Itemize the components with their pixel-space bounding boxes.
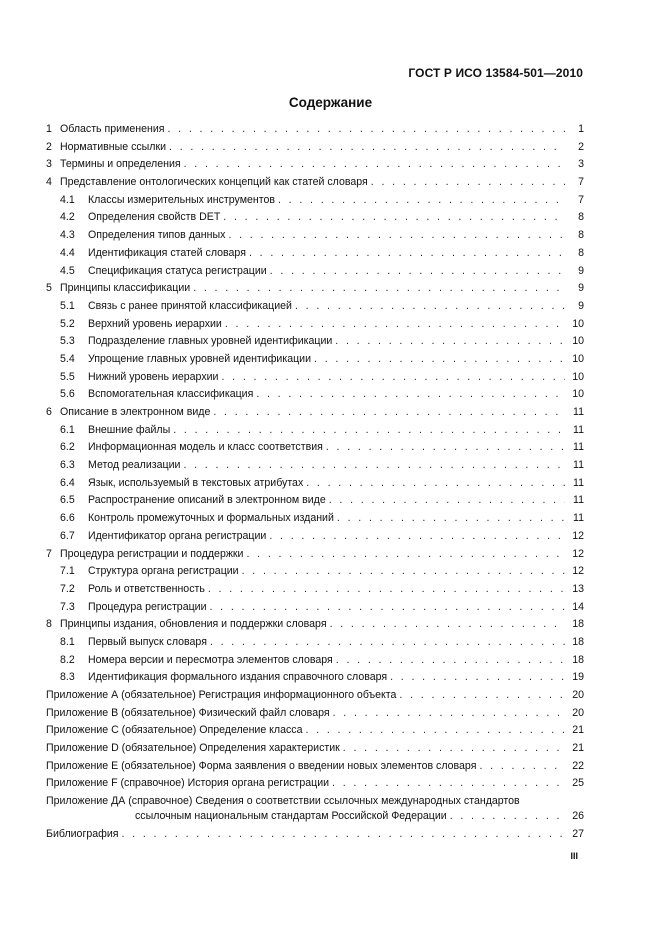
toc-appendix-title: Приложение Е (обязательное) Форма заявления о введении новых элементов словаря [46, 759, 477, 772]
leader-dots [167, 123, 565, 136]
toc-entry-number: 8.2 [60, 653, 75, 666]
leader-dots [213, 406, 565, 419]
toc-entry-title: Структура органа регистрации [88, 565, 239, 578]
toc-entry[interactable] [46, 247, 584, 265]
toc-page-number: 22 [572, 759, 584, 772]
toc-appendix[interactable] [46, 742, 584, 760]
toc-entry-title: Нижний уровень иерархии [88, 370, 219, 383]
toc-page-number: 25 [572, 777, 584, 790]
toc-appendix-title: Приложение С (обязательное) Определение класса [46, 724, 303, 737]
toc-entry-title: Внешние файлы [88, 423, 171, 436]
leader-dots [336, 654, 565, 667]
toc-entry[interactable] [46, 618, 584, 636]
leader-dots [333, 707, 565, 720]
toc-page-number: 7 [578, 193, 584, 206]
leader-dots [329, 494, 565, 507]
toc-entry-number: 8.1 [60, 635, 75, 648]
toc-entry[interactable] [46, 654, 584, 672]
toc-entry[interactable] [46, 424, 584, 442]
toc-entry-number: 6.4 [60, 476, 75, 489]
leader-dots [256, 388, 565, 401]
toc-entry-title: Термины и определения [60, 158, 181, 171]
leader-dots [270, 265, 565, 278]
toc-appendix-title: Приложение А (обязательное) Регистрация информационного объекта [46, 689, 397, 701]
toc-appendix-da-line2: ссылочным национальным стандартам Российской Федерации [135, 810, 447, 823]
toc-entry[interactable] [46, 300, 584, 318]
toc-entry[interactable] [46, 406, 584, 424]
leader-dots [184, 158, 565, 171]
toc-entry-title: Идентификация статей словаря [88, 246, 246, 259]
toc-page-number: 18 [572, 653, 584, 666]
leader-dots [221, 371, 565, 384]
toc-entry[interactable] [46, 211, 584, 229]
toc-appendix-da-line1: Приложение ДА (справочное) Сведения о соответствии ссылочных международных стандартов [46, 795, 520, 808]
toc-appendix-da[interactable] [46, 795, 584, 810]
toc-appendix[interactable] [46, 760, 584, 778]
leader-dots [242, 565, 565, 578]
leader-dots [173, 424, 565, 437]
toc-entry-number: 6 [46, 406, 52, 418]
standard-designation: ГОСТ Р ИСО 13584-501—2010 [408, 66, 583, 80]
leader-dots [249, 247, 565, 260]
page-number: III [570, 851, 578, 861]
toc-page-number: 21 [572, 724, 584, 737]
leader-dots [295, 300, 565, 313]
toc-page-number: 11 [573, 423, 584, 436]
leader-dots [326, 441, 565, 454]
toc-entry-number: 6.1 [60, 423, 75, 436]
toc-page-number: 12 [572, 565, 584, 578]
toc-page-number: 2 [578, 140, 584, 153]
toc-entry[interactable] [46, 265, 584, 283]
toc-entry-title: Номера версии и пересмотра элементов словаря [88, 653, 333, 666]
toc-page-number: 26 [572, 810, 584, 823]
toc-page-number: 9 [578, 299, 584, 312]
toc-entry-title: Описание в электронном виде [60, 406, 211, 418]
toc-page-number: 21 [572, 742, 584, 755]
toc-page-number: 10 [572, 388, 584, 401]
toc-entry-title: Процедура регистрации [88, 600, 207, 613]
toc-bibliography-title: Библиография [46, 827, 119, 840]
toc-entry-title: Связь с ранее принятой классификацией [88, 299, 292, 312]
leader-dots [330, 618, 565, 631]
toc-page-number: 12 [572, 529, 584, 542]
toc-entry[interactable] [46, 229, 584, 247]
toc-entry[interactable] [46, 636, 584, 654]
toc-entry-title: Процедура регистрации и поддержки [60, 547, 244, 560]
toc-page-number: 11 [573, 494, 584, 507]
toc-entry-number: 5.5 [60, 370, 75, 383]
toc-page-number: 12 [572, 547, 584, 560]
toc-entry-number: 8.3 [60, 671, 75, 684]
toc-appendix[interactable] [46, 724, 584, 742]
toc-entry-title: Нормативные ссылки [60, 140, 167, 153]
toc-entry-number: 6.2 [60, 441, 75, 454]
toc-entry-title: Представление онтологических концепций как статей словаря [60, 176, 368, 189]
toc-entry-title: Подразделение главных уровней идентификации [88, 335, 333, 348]
toc-entry-number: 3 [46, 158, 52, 171]
toc-entry[interactable] [46, 512, 584, 530]
toc-entry[interactable] [46, 194, 584, 212]
leader-dots [337, 512, 565, 525]
toc-page-number: 18 [572, 635, 584, 648]
toc-entry[interactable] [46, 601, 584, 619]
toc-page-number: 20 [572, 689, 584, 701]
leader-dots [183, 459, 565, 472]
toc-page-number: 11 [573, 512, 584, 525]
toc-page-number: 11 [573, 441, 584, 454]
toc-page-number: 18 [572, 618, 584, 631]
toc-entry[interactable] [46, 282, 584, 300]
leader-dots [306, 477, 565, 490]
toc-entry-title: Область применения [60, 123, 165, 135]
toc-page-number: 9 [578, 264, 584, 277]
toc-entry-title: Определения типов данных [88, 229, 226, 242]
toc-page-number: 27 [572, 827, 584, 840]
leader-dots [121, 828, 565, 841]
toc-entry[interactable] [46, 441, 584, 459]
toc-page-number: 1 [578, 123, 584, 135]
toc-entry[interactable] [46, 477, 584, 495]
leader-dots [314, 353, 565, 366]
leader-dots [228, 229, 565, 242]
toc-entry-number: 4.1 [60, 193, 75, 206]
toc-entry-number: 7 [46, 547, 52, 560]
toc-entry-number: 4.2 [60, 211, 75, 224]
toc-page-number: 11 [573, 406, 584, 418]
toc-entry[interactable] [46, 583, 584, 601]
toc-entry[interactable] [46, 388, 584, 406]
toc-entry[interactable] [46, 158, 584, 176]
toc-entry-title: Первый выпуск словаря [88, 635, 207, 648]
toc-entry-title: Информационная модель и класс соответствия [88, 441, 323, 454]
toc-page-number: 3 [578, 158, 584, 171]
toc-entry[interactable] [46, 494, 584, 512]
toc-entry-title: Принципы классификации [60, 282, 191, 295]
toc-entry-number: 4.3 [60, 229, 75, 242]
toc-page-number: 20 [572, 706, 584, 719]
toc-entry[interactable] [46, 123, 584, 141]
leader-dots [306, 724, 566, 737]
toc-entry-title: Роль и ответственность [88, 582, 205, 595]
toc-page-number: 8 [578, 229, 584, 242]
toc-entry-number: 5.2 [60, 317, 75, 330]
leader-dots [332, 777, 565, 790]
toc-page-number: 8 [578, 211, 584, 224]
toc-entry[interactable] [46, 318, 584, 336]
toc-entry-title: Метод реализации [88, 459, 181, 472]
leader-dots [390, 671, 565, 684]
toc-entry[interactable] [46, 335, 584, 353]
leader-dots [371, 176, 565, 189]
toc-entry[interactable] [46, 459, 584, 477]
toc-entry-number: 6.5 [60, 494, 75, 507]
toc-entry-title: Распространение описаний в электронном виде [88, 494, 326, 507]
toc-entry[interactable] [46, 353, 584, 371]
toc-entry-title: Язык, используемый в текстовых атрибутах [88, 476, 304, 489]
toc-bibliography[interactable] [46, 828, 584, 846]
toc-entry-title: Определения свойств DET [88, 211, 221, 224]
leader-dots [343, 742, 565, 755]
toc-appendix-title: Приложение D (обязательное) Определения характеристик [46, 742, 340, 755]
toc-entry-title: Классы измерительных инструментов [88, 193, 275, 206]
toc-entry-title: Упрощение главных уровней идентификации [88, 352, 312, 365]
toc-entry-title: Идентификация формального издания справочного словаря [88, 671, 388, 684]
toc-entry[interactable] [46, 371, 584, 389]
toc-entry-number: 6.6 [60, 512, 75, 525]
leader-dots [225, 318, 565, 331]
toc-page-number: 8 [578, 246, 584, 259]
leader-dots [169, 141, 565, 154]
leader-dots [208, 583, 565, 596]
toc-entry[interactable] [46, 141, 584, 159]
toc-page-number: 11 [573, 476, 584, 489]
toc-heading: Содержание [288, 95, 373, 110]
table-of-contents [46, 123, 584, 846]
toc-entry-number: 6.3 [60, 459, 75, 472]
toc-appendix[interactable] [46, 777, 584, 795]
toc-page-number: 9 [578, 282, 584, 295]
toc-page-number: 14 [572, 600, 584, 613]
toc-entry-title: Контроль промежуточных и формальных изданий [88, 512, 334, 525]
toc-page-number: 19 [572, 671, 584, 684]
toc-entry-title: Вспомогательная классификация [88, 388, 254, 401]
leader-dots [269, 530, 565, 543]
leader-dots [399, 689, 565, 702]
toc-entry-title: Верхний уровень иерархии [88, 317, 222, 330]
toc-entry-number: 5.6 [60, 388, 75, 401]
leader-dots [450, 810, 565, 823]
toc-entry[interactable] [46, 548, 584, 566]
toc-entry-number: 4 [46, 176, 52, 189]
toc-entry-number: 5.3 [60, 335, 75, 348]
toc-entry-number: 7.3 [60, 600, 75, 613]
toc-page-number: 7 [578, 176, 584, 189]
toc-entry[interactable] [46, 671, 584, 689]
toc-appendix[interactable] [46, 689, 584, 707]
toc-page-number: 10 [572, 317, 584, 330]
toc-appendix-title: Приложение В (обязательное) Физический файл словаря [46, 706, 330, 719]
toc-entry-number: 5 [46, 282, 52, 295]
toc-entry-title: Идентификатор органа регистрации [88, 529, 267, 542]
toc-entry-number: 6.7 [60, 529, 75, 542]
toc-entry-title: Спецификация статуса регистрации [88, 264, 267, 277]
leader-dots [278, 194, 565, 207]
leader-dots [223, 211, 565, 224]
toc-page-number: 10 [572, 370, 584, 383]
leader-dots [210, 636, 565, 649]
toc-appendix-da-cont[interactable] [46, 810, 584, 828]
toc-page-number: 10 [572, 352, 584, 365]
toc-entry-number: 8 [46, 618, 52, 631]
toc-entry-number: 5.4 [60, 352, 75, 365]
leader-dots [210, 601, 566, 614]
leader-dots [479, 760, 565, 773]
toc-page-number: 13 [572, 582, 584, 595]
toc-page-number: 11 [573, 459, 584, 472]
leader-dots [193, 282, 565, 295]
toc-appendix[interactable] [46, 707, 584, 725]
toc-page-number: 10 [572, 335, 584, 348]
toc-entry-number: 4.5 [60, 264, 75, 277]
toc-entry-number: 7.1 [60, 565, 75, 578]
toc-entry-number: 1 [46, 123, 52, 135]
toc-entry-title: Принципы издания, обновления и поддержки словаря [60, 618, 327, 631]
leader-dots [246, 548, 565, 561]
toc-entry[interactable] [46, 565, 584, 583]
leader-dots [335, 335, 565, 348]
toc-entry-number: 2 [46, 140, 52, 153]
toc-entry[interactable] [46, 176, 584, 194]
toc-entry-number: 5.1 [60, 299, 75, 312]
toc-entry[interactable] [46, 530, 584, 548]
toc-appendix-title: Приложение F (справочное) История органа регистрации [46, 777, 330, 790]
toc-entry-number: 4.4 [60, 246, 75, 259]
toc-entry-number: 7.2 [60, 582, 75, 595]
